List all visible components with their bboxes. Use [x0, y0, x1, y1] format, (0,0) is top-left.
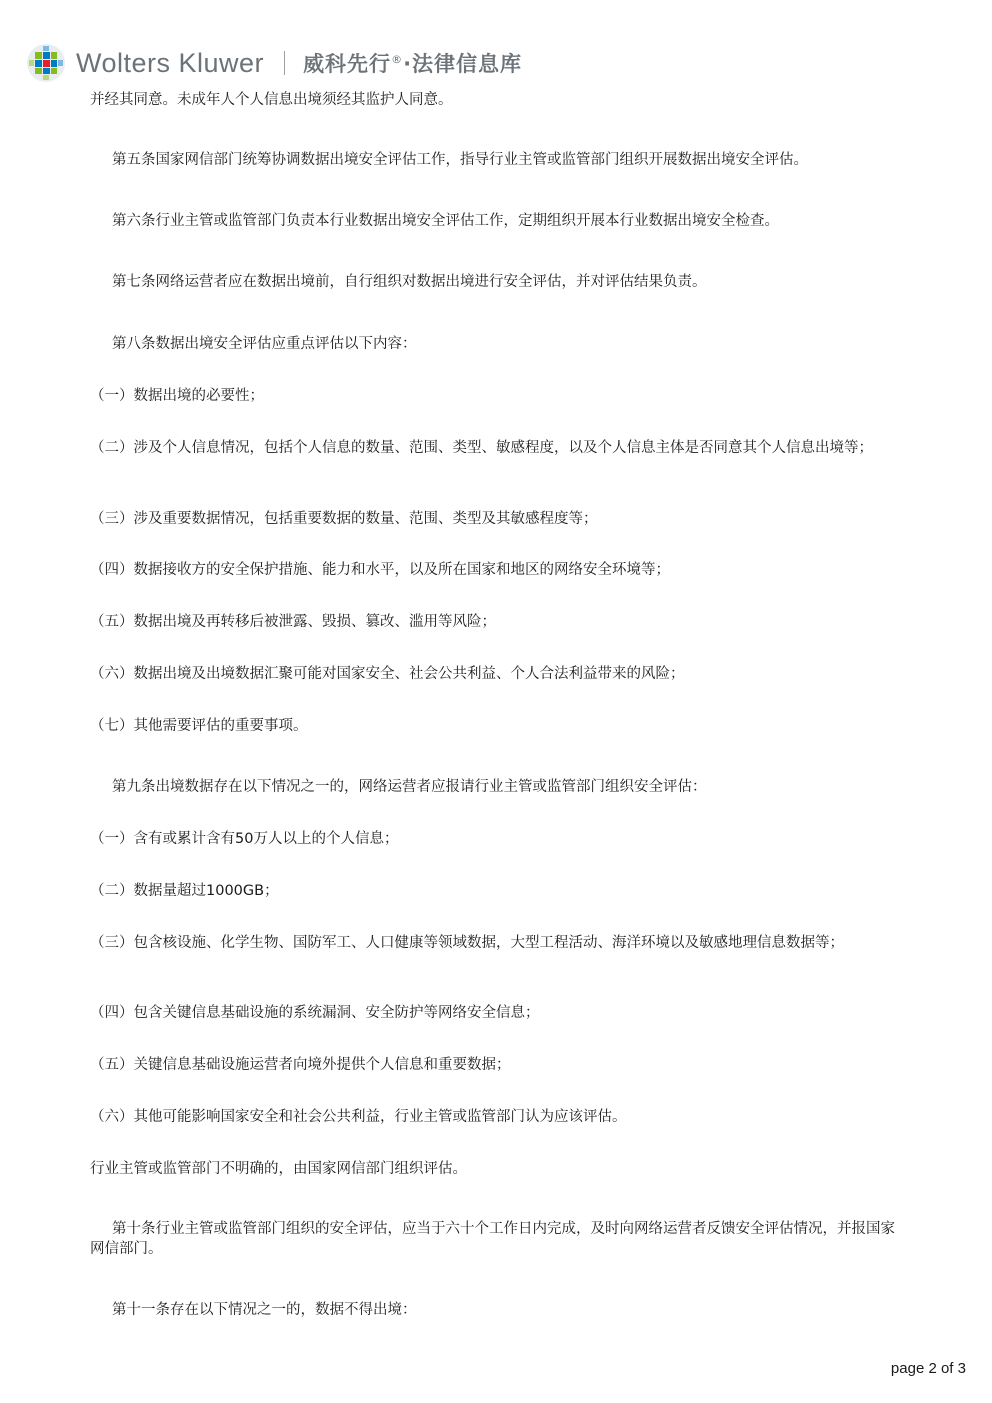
article-9-item-4: （四）包含关键信息基础设施的系统漏洞、安全防护等网络安全信息；: [90, 1005, 540, 1021]
article-7: 第七条网络运营者应在数据出境前，自行组织对数据出境进行安全评估，并对评估结果负责。: [112, 274, 707, 290]
article-8-item-3: （三）涉及重要数据情况，包括重要数据的数量、范围、类型及其敏感程度等；: [90, 511, 598, 527]
brand-name: Wolters Kluwer: [76, 47, 265, 78]
article-9-item-2: （二）数据量超过1000GB；: [90, 883, 279, 899]
article-8-item-5: （五）数据出境及再转移后被泄露、毁损、篡改、滥用等风险；: [90, 614, 496, 630]
article-8-item-2: （二）涉及个人信息情况，包括个人信息的数量、范围、类型、敏感程度，以及个人信息主体是否同意其个人信息出境等；: [90, 440, 873, 456]
article-9: 第九条出境数据存在以下情况之一的，网络运营者应报请行业主管或监管部门组织安全评估：: [112, 779, 707, 795]
article-8-item-1: （一）数据出境的必要性；: [90, 388, 264, 404]
article-9-note: 行业主管或监管部门不明确的，由国家网信部门组织评估。: [90, 1161, 467, 1177]
article-10: 第十条行业主管或监管部门组织的安全评估，应当于六十个工作日内完成，及时向网络运营者反馈安全评估情况，并报国家网信部门。: [90, 1221, 895, 1257]
article-8-item-7: （七）其他需要评估的重要事项。: [90, 718, 308, 734]
article-5: 第五条国家网信部门统筹协调数据出境安全评估工作，指导行业主管或监管部门组织开展数据出境安全评估。: [112, 152, 808, 168]
article-9-item-6: （六）其他可能影响国家安全和社会公共利益，行业主管或监管部门认为应该评估。: [90, 1109, 627, 1125]
article-9-item-1: （一）含有或累计含有50万人以上的个人信息；: [90, 831, 399, 847]
page-number: page 2 of 3: [890, 1360, 966, 1377]
article-9-item-5: （五）关键信息基础设施运营者向境外提供个人信息和重要数据；: [90, 1057, 511, 1073]
article-8-item-6: （六）数据出境及出境数据汇聚可能对国家安全、社会公共利益、个人合法利益带来的风险；: [90, 666, 685, 682]
article-8-item-4: （四）数据接收方的安全保护措施、能力和水平，以及所在国家和地区的网络安全环境等；: [90, 562, 670, 578]
article-9-item-3: （三）包含核设施、化学生物、国防军工、人口健康等领域数据，大型工程活动、海洋环境以及敏感地理信息数据等；: [90, 935, 844, 951]
article-11: 第十一条存在以下情况之一的，数据不得出境：: [112, 1302, 417, 1318]
paragraph-continuation: 并经其同意。未成年人个人信息出境须经其监护人同意。: [90, 92, 453, 108]
article-8: 第八条数据出境安全评估应重点评估以下内容：: [112, 336, 417, 352]
article-6: 第六条行业主管或监管部门负责本行业数据出境安全评估工作，定期组织开展本行业数据出境安全检查。: [112, 213, 779, 229]
product-name: 威科先行®·法律信息库: [303, 52, 523, 76]
